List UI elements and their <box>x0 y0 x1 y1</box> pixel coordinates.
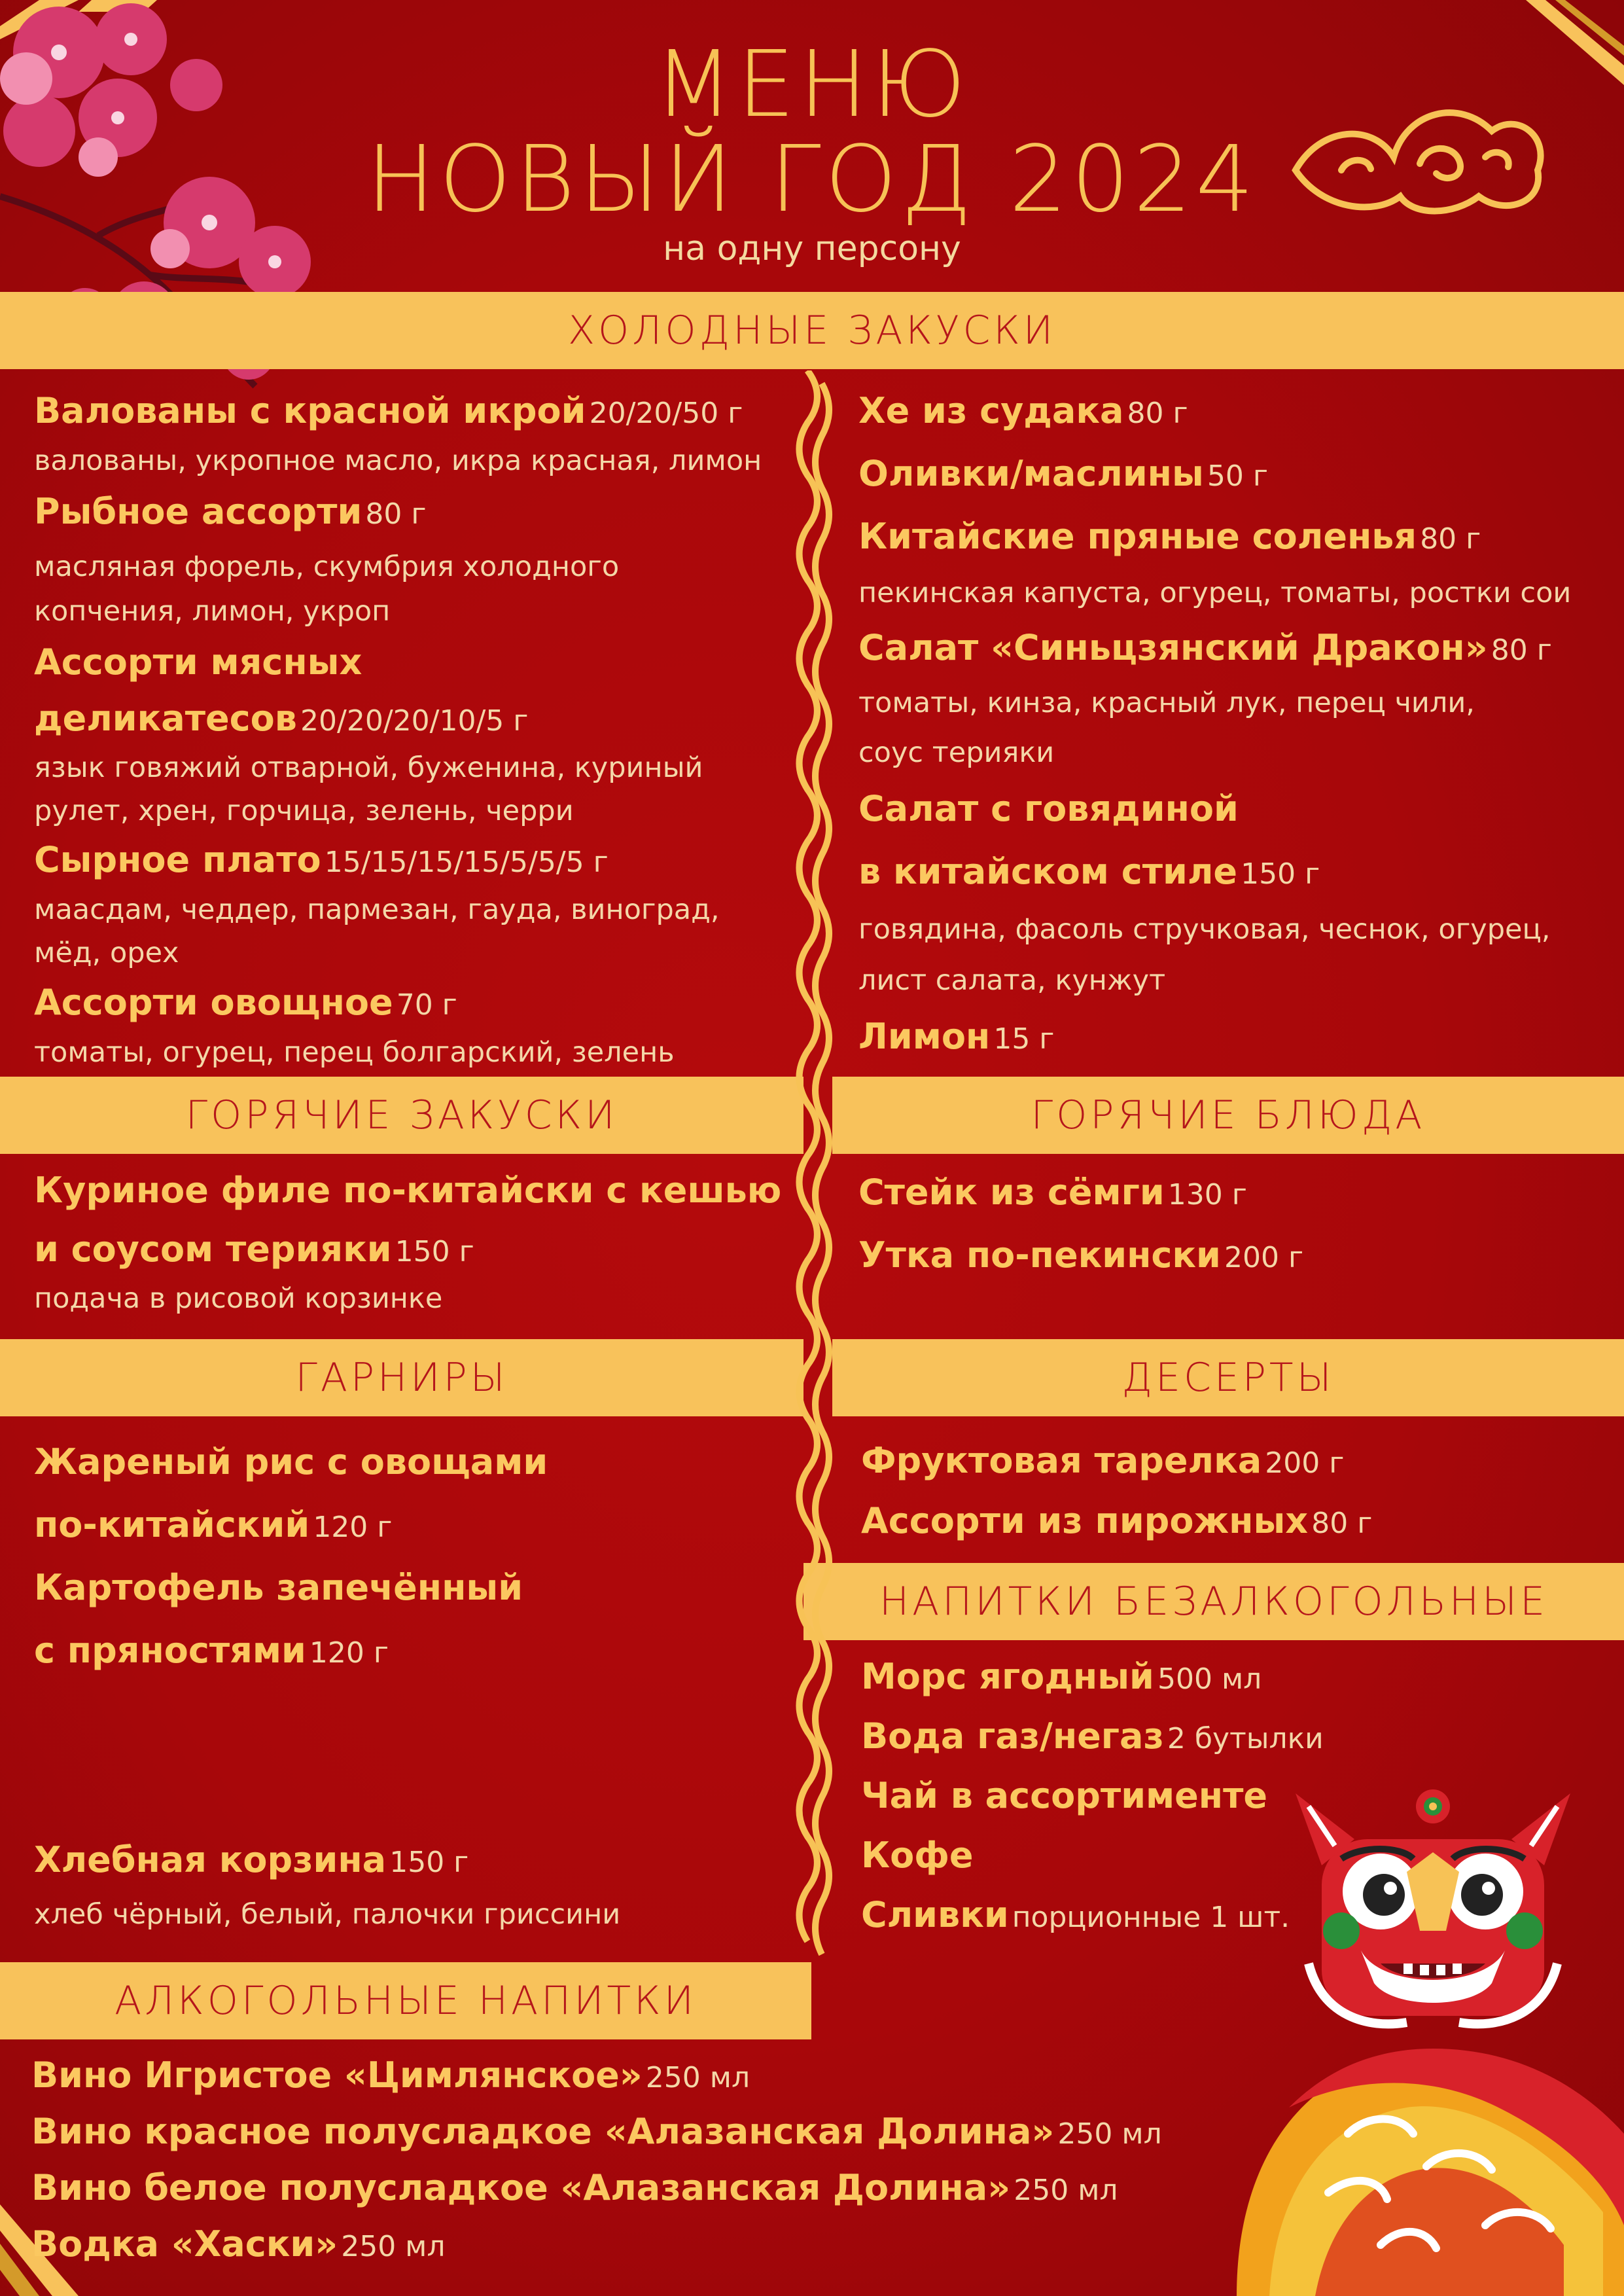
item-qty: 250 мл <box>1014 2174 1118 2207</box>
item-qty: 200 г <box>1224 1241 1304 1274</box>
item-name: Утка по-пекински <box>858 1234 1221 1276</box>
item-name: по-китайский <box>34 1504 310 1545</box>
item-description: хлеб чёрный, белый, палочки гриссини <box>34 1898 621 1931</box>
item-name: Салат «Синьцзянский Дракон» <box>858 627 1488 668</box>
item-description: подача в рисовой корзинке <box>34 1282 443 1315</box>
item-name: деликатесов <box>34 698 297 739</box>
item-qty: 80 г <box>1127 397 1188 430</box>
item-name: Китайские пряные соленья <box>858 516 1417 557</box>
item-name: и соусом терияки <box>34 1229 392 1270</box>
section-header-alcohol: АЛКОГОЛЬНЫЕ НАПИТКИ <box>0 1962 811 2039</box>
menu-title: МЕНЮ <box>654 31 970 138</box>
item-name: Водка «Хаски» <box>31 2223 338 2265</box>
item-description: томаты, кинза, красный лук, перец чили, <box>858 687 1475 719</box>
section-header-desserts: ДЕСЕРТЫ <box>832 1339 1624 1416</box>
garnish-column <box>34 1431 793 1682</box>
item-name: Вода газ/негаз <box>861 1715 1164 1757</box>
item-name: Рыбное ассорти <box>34 491 362 532</box>
item-name: Куриное филе по-китайски с кешью <box>34 1170 782 1211</box>
item-description: томаты, огурец, перец болгарский, зелень <box>34 1036 675 1069</box>
item-name: Ассорти мясных <box>34 641 362 683</box>
item-name: Сырное плато <box>34 839 321 880</box>
item-name: Ассорти овощное <box>34 982 393 1023</box>
chinese-lion-dance-illustration <box>1210 1767 1624 2296</box>
hot-dishes-column <box>858 1161 1611 1287</box>
item-name: Лимон <box>858 1016 991 1057</box>
item-description: говядина, фасоль стручковая, чеснок, огурец, <box>858 913 1551 946</box>
item-name: в китайском стиле <box>858 851 1238 892</box>
item-name: Морс ягодный <box>861 1656 1154 1697</box>
item-name: Хлебная корзина <box>34 1839 387 1880</box>
item-qty: 250 мл <box>1057 2117 1162 2151</box>
section-header-hot-snacks: ГОРЯЧИЕ ЗАКУСКИ <box>0 1077 803 1154</box>
alcohol-column <box>31 2047 1209 2272</box>
column-divider-ornament <box>794 370 836 1962</box>
section-header-garnish: ГАРНИРЫ <box>0 1339 803 1416</box>
item-name: Стейк из сёмги <box>858 1172 1165 1213</box>
bread-basket-block <box>34 1829 793 1937</box>
item-name: Вино Игристое «Цимлянское» <box>31 2054 643 2096</box>
item-description: язык говяжий отварной, буженина, куриный <box>34 751 703 784</box>
item-name: Картофель запечённый <box>34 1567 523 1608</box>
item-description: лист салата, кунжут <box>858 964 1166 997</box>
item-qty: 120 г <box>309 1636 389 1670</box>
item-name: Кофе <box>861 1835 974 1876</box>
item-qty: 15/15/15/15/5/5/5 г <box>324 846 609 879</box>
section-header-hot-dishes: ГОРЯЧИЕ БЛЮДА <box>832 1077 1624 1154</box>
item-qty: 150 г <box>1241 857 1320 891</box>
item-qty: 200 г <box>1265 1446 1345 1480</box>
item-qty: 500 мл <box>1157 1662 1262 1696</box>
item-qty: 15 г <box>993 1022 1055 1056</box>
item-name: Ассорти из пирожных <box>861 1500 1309 1541</box>
item-qty: 80 г <box>1491 634 1552 667</box>
menu-subtitle-year: НОВЫЙ ГОД 2024 <box>366 126 1258 233</box>
item-name: Валованы с красной икрой <box>34 390 586 431</box>
item-name: Вино белое полусладкое «Алазанская Долина» <box>31 2167 1011 2208</box>
item-name: Фруктовая тарелка <box>861 1440 1262 1481</box>
item-qty: 70 г <box>396 988 457 1022</box>
item-description: масляная форель, скумбрия холодного <box>34 550 620 583</box>
hot-snacks-column <box>34 1161 793 1318</box>
item-name: Вино красное полусладкое «Алазанская Долина» <box>31 2111 1055 2152</box>
item-qty: 120 г <box>313 1511 393 1544</box>
item-qty: 80 г <box>1420 522 1481 556</box>
item-description: мёд, орех <box>34 937 179 969</box>
item-description: маасдам, чеддер, пармезан, гауда, виноград, <box>34 893 720 926</box>
item-qty: 150 г <box>389 1846 469 1879</box>
item-description: копчения, лимон, укроп <box>34 595 391 628</box>
item-name: Салат с говядиной <box>858 788 1239 829</box>
item-description: рулет, хрен, горчица, зелень, черри <box>34 795 574 827</box>
item-qty: 250 мл <box>341 2230 446 2263</box>
item-qty: 130 г <box>1167 1178 1247 1211</box>
item-description: валованы, укропное масло, икра красная, лимон <box>34 444 762 477</box>
cold-snacks-left-column <box>34 380 793 1073</box>
item-name: с пряностями <box>34 1630 306 1671</box>
item-name: Чай в ассортименте <box>861 1775 1268 1816</box>
item-qty: порционные 1 шт. <box>1012 1901 1290 1934</box>
item-name: Оливки/маслины <box>858 453 1204 494</box>
per-person-note: на одну персону <box>663 229 961 268</box>
item-description: пекинская капуста, огурец, томаты, ростки сои <box>858 577 1572 609</box>
item-name: Хе из судака <box>858 390 1124 431</box>
item-qty: 20/20/20/10/5 г <box>300 704 529 738</box>
item-name: Жареный рис с овощами <box>34 1441 548 1482</box>
item-description: соус терияки <box>858 736 1055 769</box>
section-header-soft-drinks: НАПИТКИ БЕЗАЛКОГОЛЬНЫЕ <box>803 1563 1624 1640</box>
item-qty: 150 г <box>395 1235 474 1268</box>
item-qty: 50 г <box>1207 459 1268 493</box>
item-qty: 250 мл <box>645 2061 750 2094</box>
desserts-column <box>861 1431 1614 1551</box>
item-name: Сливки <box>861 1894 1009 1935</box>
cold-snacks-right-column <box>858 380 1611 1068</box>
section-header-cold-snacks: ХОЛОДНЫЕ ЗАКУСКИ <box>0 292 1624 369</box>
item-qty: 80 г <box>1311 1507 1373 1540</box>
item-qty: 2 бутылки <box>1167 1722 1324 1755</box>
item-qty: 20/20/50 г <box>589 397 743 430</box>
item-qty: 80 г <box>365 497 427 531</box>
